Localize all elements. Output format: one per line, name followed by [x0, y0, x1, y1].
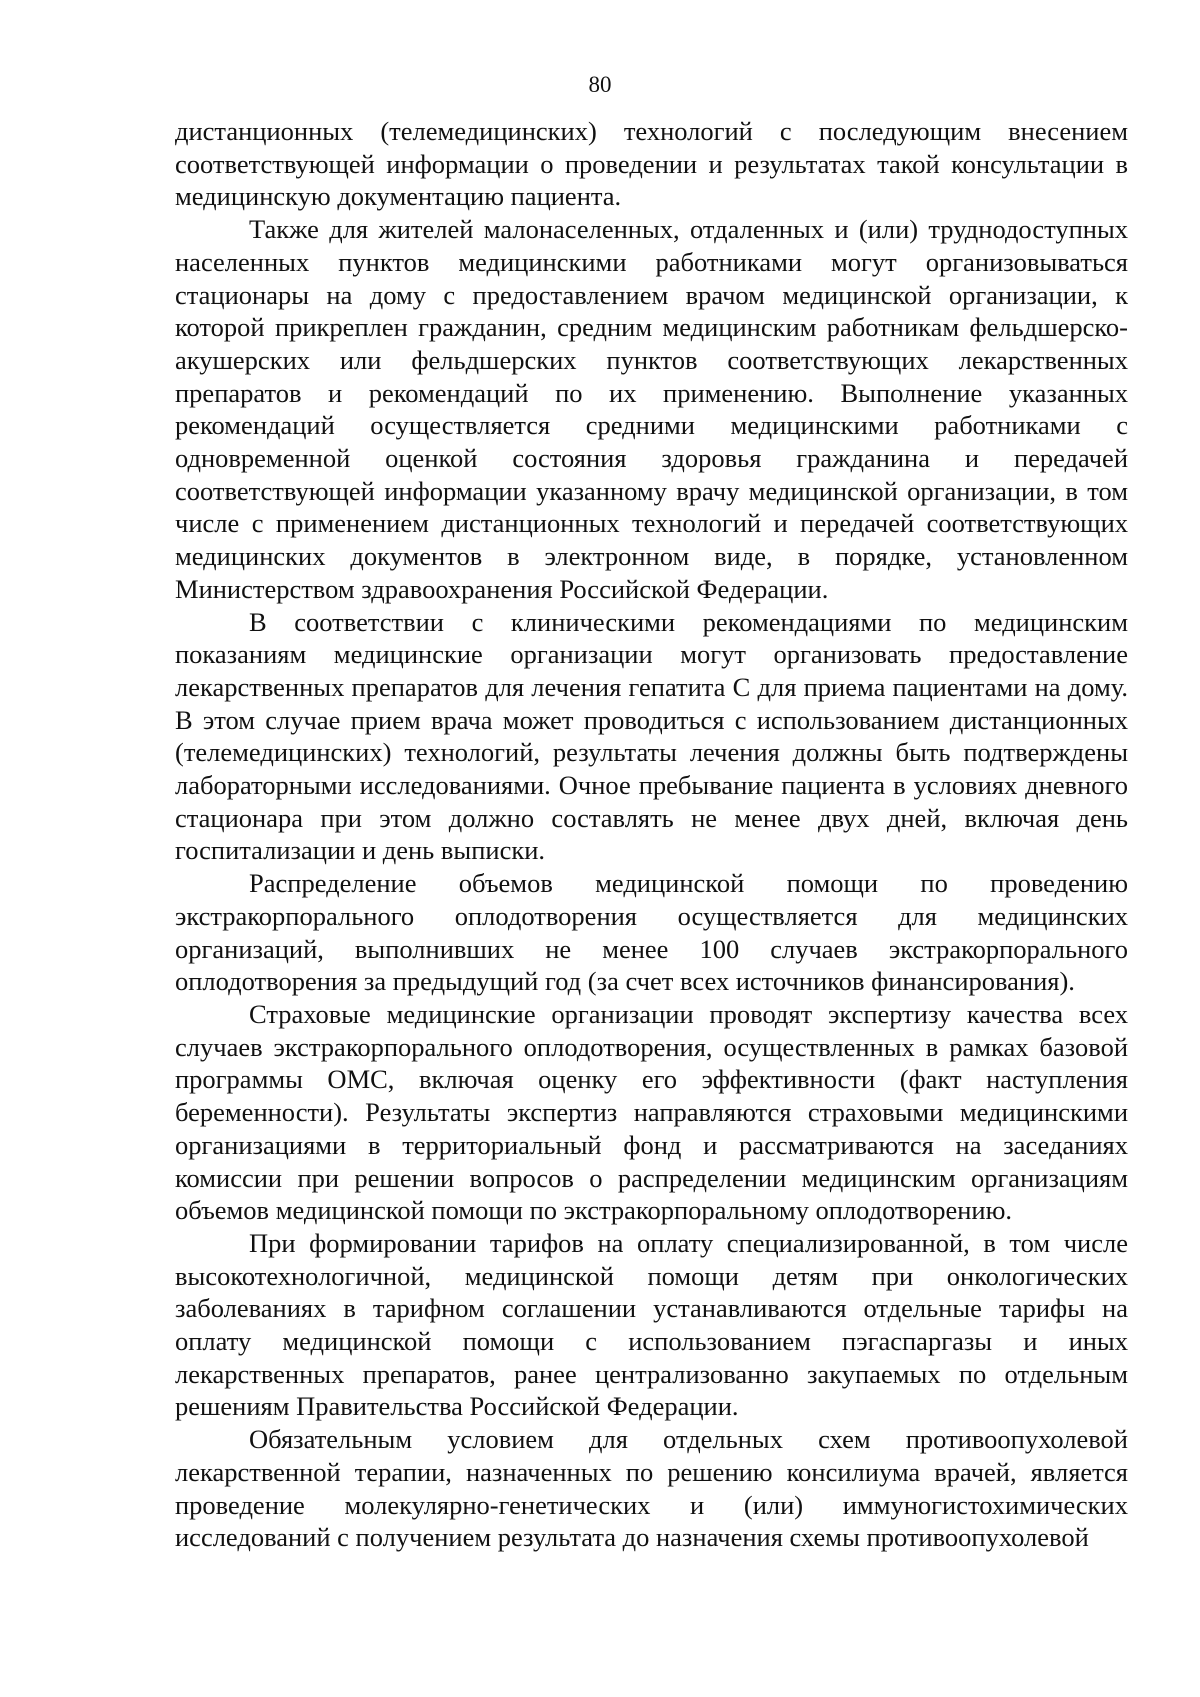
- paragraph-ivf-quality-expertise: Страховые медицинские организации проводят экспертизу качества всех случаев экстракорпорального оплодотворения, осуществленных в рамках базовой программы ОМС, включая оценку его эффективности (факт наступления беременности). Результаты экспертиз направляются страховыми медицинскими организациями в территориальный фонд и рассматриваются на заседаниях комиссии при решении вопросов о распределении медицинским организациям объемов медицинской помощи по экстракорпоральному оплодотворению.: [175, 998, 1128, 1226]
- paragraph-home-hospitals: Также для жителей малонаселенных, отдаленных и (или) труднодоступных населенных пунктов медицинскими работниками могут организовываться стационары на дому с предоставлением врачом медицинской организации, к которой прикреплен гражданин, средним медицинским работникам фельдшерско-акушерских или фельдшерских пунктов соответствующих лекарственных препаратов и рекомендаций по их применению. Выполнение указанных рекомендаций осуществляется средними медицинскими работниками с одновременной оценкой состояния здоровья гражданина и передачей соответствующей информации указанному врачу медицинской организации, в том числе с применением дистанционных технологий и передачей соответствующих медицинских документов в электронном виде, в порядке, установленном Министерством здравоохранения Российской Федерации.: [175, 214, 1128, 604]
- page-number: 80: [588, 72, 612, 97]
- paragraph-pediatric-oncology-tariffs: При формировании тарифов на оплату специализированной, в том числе высокотехнологичной, медицинской помощи детям при онкологических заболеваниях в тарифном соглашении устанавливаются отдельные тарифы на оплату медицинской помощи с использованием пэгаспаргазы и иных лекарственных препаратов, ранее централизованно закупаемых по отдельным решениям Правительства Российской Федерации.: [175, 1227, 1128, 1422]
- paragraph-hepatitis-c-treatment: В соответствии с клиническими рекомендациями по медицинским показаниям медицинские организации могут организовать предоставление лекарственных препаратов для лечения гепатита С для приема пациентами на дому. В этом случае прием врача может проводиться с использованием дистанционных (телемедицинских) технологий, результаты лечения должны быть подтверждены лабораторными исследованиями. Очное пребывание пациента в условиях дневного стационара при этом должно составлять не менее двух дней, включая день госпитализации и день выписки.: [175, 606, 1128, 866]
- body-text: [175, 115, 1128, 1554]
- paragraph-molecular-genetic-testing: Обязательным условием для отдельных схем противоопухолевой лекарственной терапии, назначенных по решению консилиума врачей, является проведение молекулярно-генетических и (или) иммуногистохимических исследований с получением результата до назначения схемы противоопухолевой: [175, 1424, 1128, 1553]
- paragraph-ivf-volume-distribution: Распределение объемов медицинской помощи по проведению экстракорпорального оплодотворения осуществляется для медицинских организаций, выполнивших не менее 100 случаев экстракорпорального оплодотворения за предыдущий год (за счет всех источников финансирования).: [175, 868, 1128, 997]
- paragraph-continuation: дистанционных (телемедицинских) технологий с последующим внесением соответствующей информации о проведении и результатах такой консультации в медицинскую документацию пациента.: [175, 116, 1128, 212]
